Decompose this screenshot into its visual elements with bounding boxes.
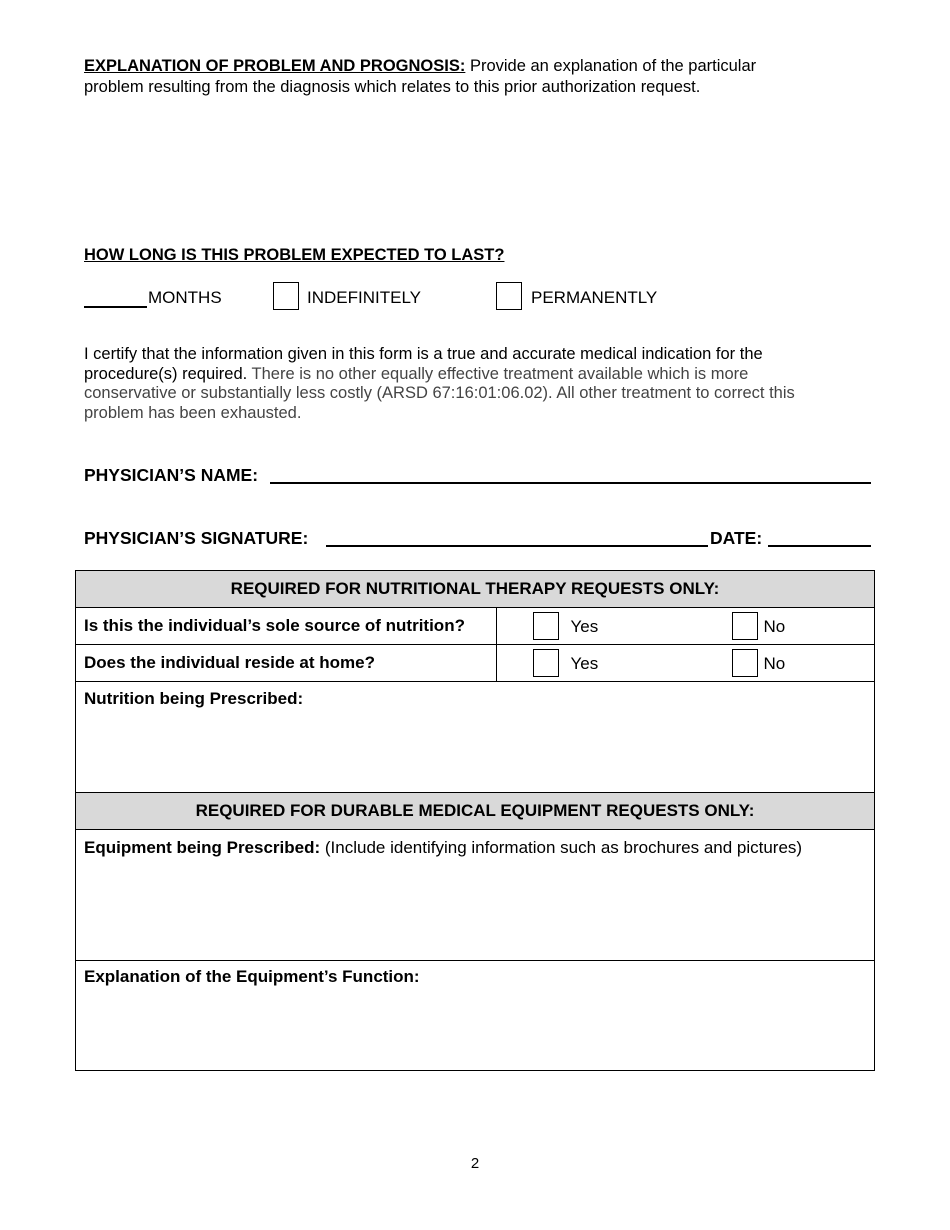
indefinitely-label: INDEFINITELY: [307, 288, 421, 307]
explanation-section: [84, 56, 884, 98]
requirements-table: [75, 570, 875, 1071]
reside-home-yes-label: Yes: [570, 654, 599, 673]
nutrition-prescribed-label: Nutrition being Prescribed:: [84, 689, 304, 708]
equipment-function-cell[interactable]: [76, 961, 875, 1071]
sole-source-no-label: No: [763, 617, 786, 636]
explanation-text-2: problem resulting from the diagnosis which relates to this prior authorization request.: [84, 78, 701, 96]
equipment-function-label: Explanation of the Equipment’s Function:: [84, 967, 420, 986]
date-field[interactable]: [768, 545, 871, 547]
equipment-prescribed-label: Equipment being Prescribed:: [84, 838, 321, 857]
physician-signature-label: PHYSICIAN’S SIGNATURE:: [84, 528, 309, 548]
physician-name-label: PHYSICIAN’S NAME:: [84, 465, 259, 485]
certification-statement: [84, 345, 904, 423]
nutrition-header: REQUIRED FOR NUTRITIONAL THERAPY REQUESTS ONLY:: [76, 571, 875, 608]
cert-line-1: I certify that the information given in this form is a true and accurate medical indication for the: [84, 345, 763, 363]
reside-home-question: Does the individual reside at home?: [76, 645, 497, 682]
page-number: 2: [470, 1155, 480, 1172]
explanation-heading: EXPLANATION OF PROBLEM AND PROGNOSIS:: [84, 57, 466, 75]
physician-signature-field[interactable]: [326, 545, 708, 547]
reside-home-answer: [496, 645, 874, 682]
indefinitely-checkbox[interactable]: [273, 282, 299, 310]
physician-name-field[interactable]: [270, 482, 871, 484]
explanation-text-1: Provide an explanation of the particular: [469, 57, 757, 75]
sole-source-yes-label: Yes: [570, 617, 599, 636]
months-input-line[interactable]: [84, 306, 147, 308]
cert-line-2a: procedure(s) required.: [84, 364, 248, 383]
sole-source-answer: [496, 608, 874, 645]
sole-source-question: Is this the individual’s sole source of nutrition?: [76, 608, 497, 645]
equipment-prescribed-cell[interactable]: [76, 830, 875, 961]
sole-source-no-checkbox[interactable]: [732, 612, 758, 640]
dme-header: REQUIRED FOR DURABLE MEDICAL EQUIPMENT REQUESTS ONLY:: [76, 793, 875, 830]
reside-home-yes-checkbox[interactable]: [533, 649, 559, 677]
equipment-prescribed-note: (Include identifying information such as brochures and pictures): [324, 838, 803, 857]
nutrition-prescribed-cell[interactable]: [76, 682, 875, 793]
sole-source-yes-checkbox[interactable]: [533, 612, 559, 640]
duration-heading: HOW LONG IS THIS PROBLEM EXPECTED TO LAST?: [84, 246, 505, 264]
reside-home-no-label: No: [763, 654, 786, 673]
permanently-checkbox[interactable]: [496, 282, 522, 310]
date-label: DATE:: [710, 528, 763, 548]
cert-line-4: problem has been exhausted.: [84, 403, 302, 422]
permanently-label: PERMANENTLY: [531, 288, 658, 307]
cert-line-2b: There is no other equally effective treatment available which is more: [251, 364, 749, 383]
months-label: MONTHS: [148, 288, 222, 307]
reside-home-no-checkbox[interactable]: [732, 649, 758, 677]
cert-line-3: conservative or substantially less costly (ARSD 67:16:01:06.02). All other treatment to correct this: [84, 384, 795, 402]
